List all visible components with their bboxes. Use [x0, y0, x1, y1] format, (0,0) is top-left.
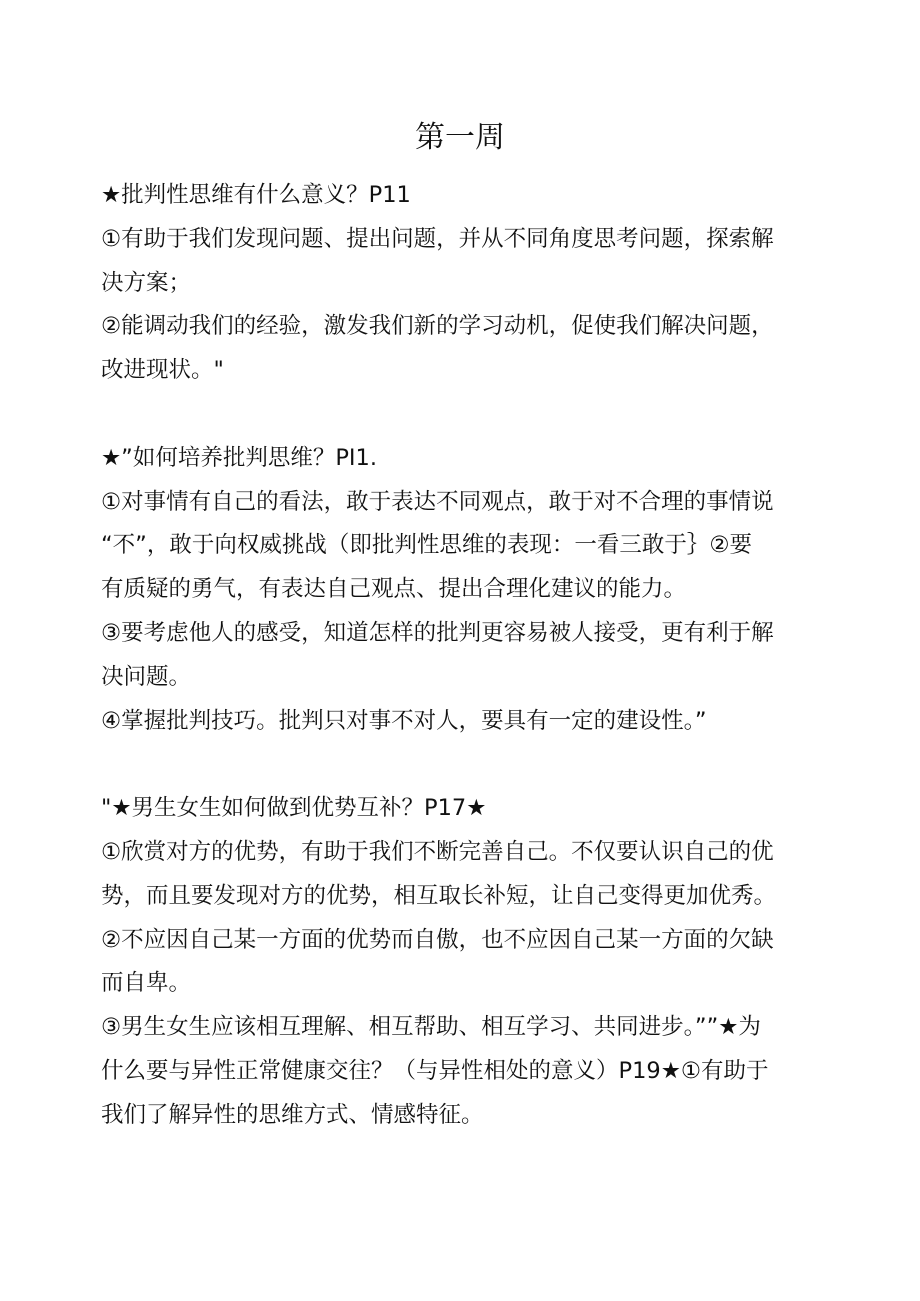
text-line: 我们了解异性的思维方式、情感特征。 [101, 1101, 484, 1128]
text-line: ③男生女生应该相互理解、相互帮助、相互学习、共同进步。””★为 [101, 1014, 761, 1041]
text-line: ④掌握批判技巧。批判只对事不对人，要具有一定的建设性。” [101, 707, 707, 734]
question-heading-2: ★”如何培养批判思维？PI1. [101, 444, 377, 471]
text-line: 决方案； [101, 269, 192, 296]
document-body [101, 174, 811, 1138]
text-line: 势，而且要发现对方的优势，相互取长补短，让自己变得更加优秀。 [101, 882, 777, 909]
text-line: 决问题。 [101, 663, 192, 690]
text-line: ①欣赏对方的优势，有助于我们不断完善自己。不仅要认识自己的优 [101, 838, 774, 865]
blank-line [101, 743, 811, 787]
text-line: ③要考虑他人的感受，知道怎样的批判更容易被人接受，更有利于解 [101, 619, 774, 646]
text-line: 改进现状。" [101, 357, 224, 384]
text-line: ①有助于我们发现问题、提出问题，并从不同角度思考问题，探索解 [101, 225, 774, 252]
blank-line [101, 393, 811, 437]
question-heading-1: ★批判性思维有什么意义？P11 [101, 182, 411, 208]
question-heading-3: "★男生女生如何做到优势互补？P17★ [101, 795, 487, 822]
text-line: “不”，敢于向权威挑战（即批判性思维的表现：一看三敢于｝②要 [101, 532, 752, 559]
text-line: 什么要与异性正常健康交往？（与异性相处的意义）P19★①有助于 [101, 1057, 769, 1084]
text-line: 而自卑。 [101, 970, 192, 997]
page-title: 第一周 [415, 120, 505, 155]
text-line: ②不应因自己某一方面的优势而自傲，也不应因自己某一方面的欠缺 [101, 926, 774, 953]
text-line: ①对事情有自己的看法，敢于表达不同观点，敢于对不合理的事情说 [101, 488, 774, 515]
text-line: ②能调动我们的经验，激发我们新的学习动机，促使我们解决问题， [101, 313, 774, 340]
text-line: 有质疑的勇气，有表达自己观点、提出合理化建议的能力。 [101, 576, 687, 603]
